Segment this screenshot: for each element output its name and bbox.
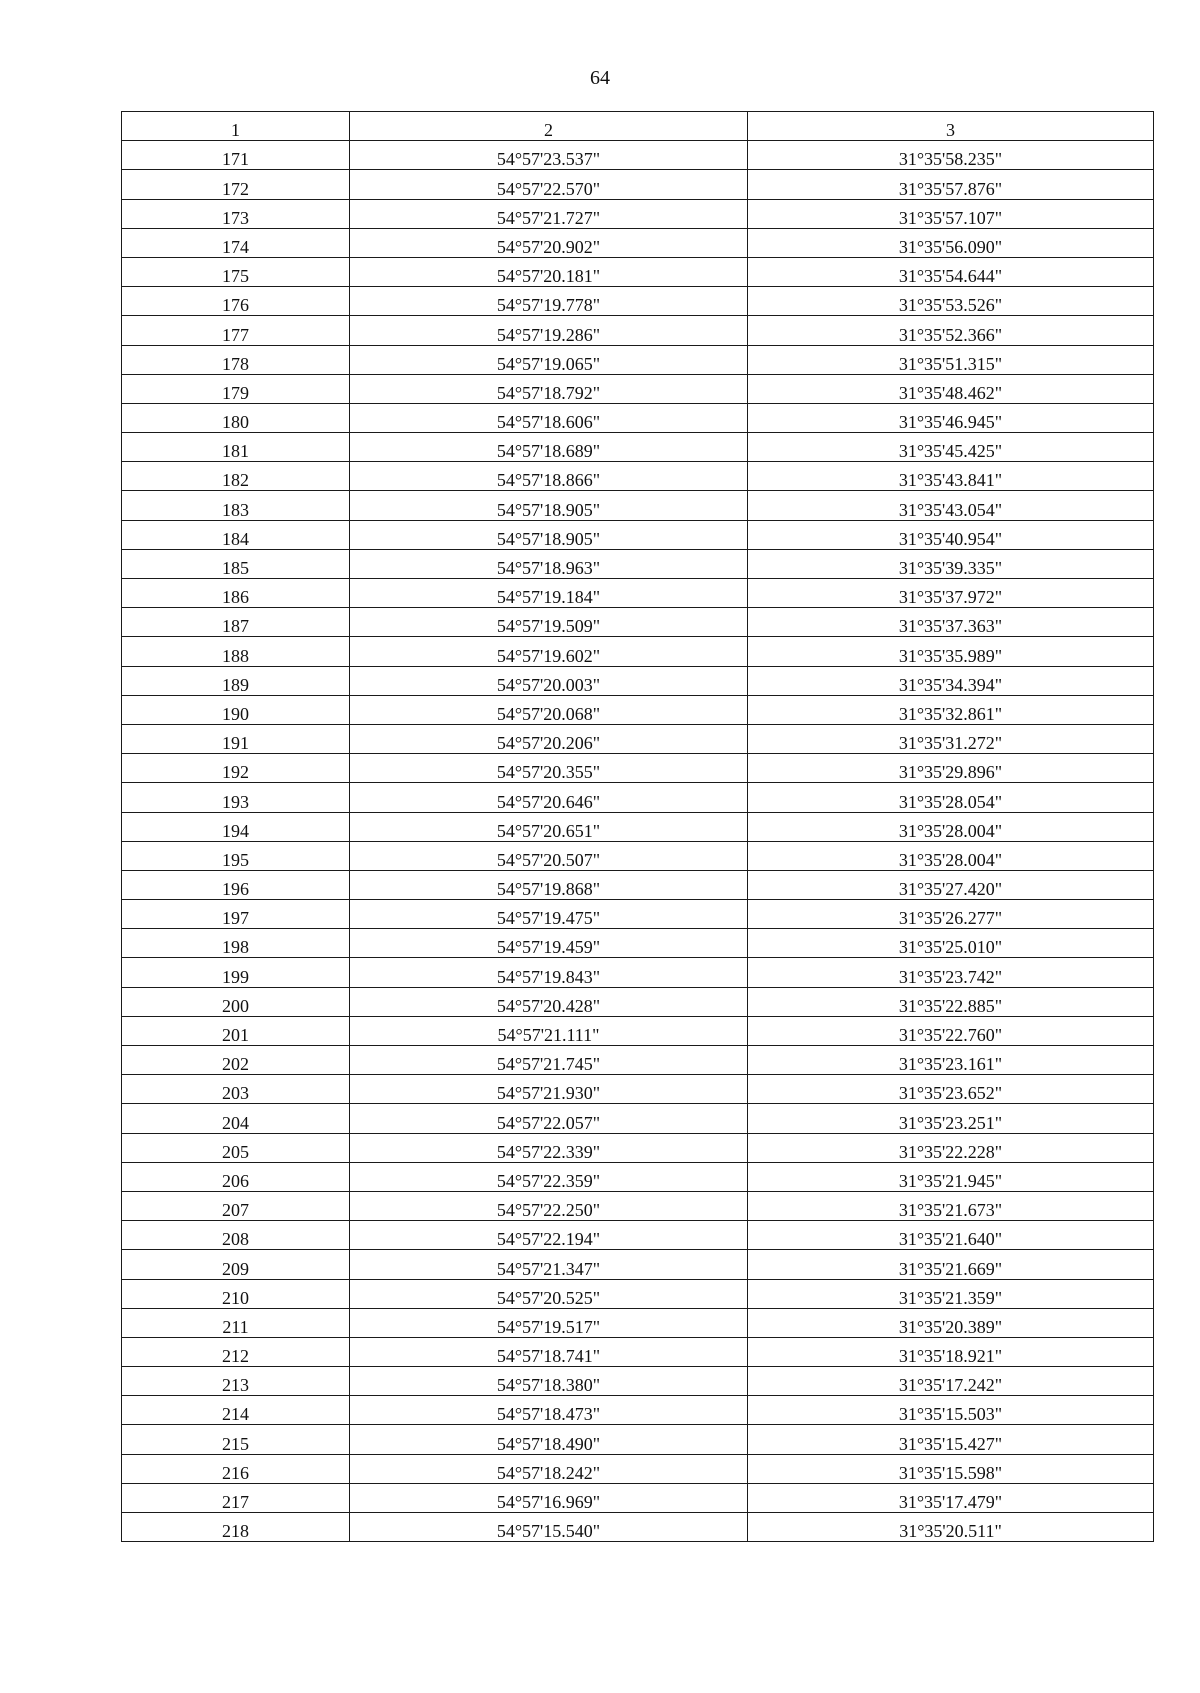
table-row: [122, 1337, 1154, 1366]
page-number: 64: [590, 67, 610, 89]
point-number-cell: 187: [122, 608, 350, 637]
point-number-cell: 202: [122, 1046, 350, 1075]
latitude-cell: 54°57'19.065": [350, 345, 748, 374]
point-number-cell: 204: [122, 1104, 350, 1133]
table-row: [122, 1483, 1154, 1512]
longitude-cell: 31°35'53.526": [748, 287, 1154, 316]
table-row: [122, 1191, 1154, 1220]
table-row: [122, 783, 1154, 812]
table-header-row: [122, 112, 1154, 141]
table-row: [122, 520, 1154, 549]
longitude-cell: 31°35'21.673": [748, 1191, 1154, 1220]
point-number-cell: 173: [122, 199, 350, 228]
point-number-cell: 200: [122, 987, 350, 1016]
table-row: [122, 579, 1154, 608]
latitude-cell: 54°57'18.741": [350, 1337, 748, 1366]
table-row: [122, 1250, 1154, 1279]
table-row: [122, 345, 1154, 374]
table-row: [122, 1513, 1154, 1542]
coordinates-table: [121, 111, 1154, 1542]
table-row: [122, 257, 1154, 286]
longitude-cell: 31°35'20.389": [748, 1308, 1154, 1337]
table-row: [122, 1046, 1154, 1075]
point-number-cell: 195: [122, 841, 350, 870]
point-number-cell: 199: [122, 958, 350, 987]
latitude-cell: 54°57'19.459": [350, 929, 748, 958]
point-number-cell: 212: [122, 1337, 350, 1366]
point-number-cell: 172: [122, 170, 350, 199]
latitude-cell: 54°57'15.540": [350, 1513, 748, 1542]
latitude-cell: 54°57'19.509": [350, 608, 748, 637]
table-row: [122, 987, 1154, 1016]
table-row: [122, 199, 1154, 228]
longitude-cell: 31°35'43.841": [748, 462, 1154, 491]
point-number-cell: 180: [122, 403, 350, 432]
latitude-cell: 54°57'22.359": [350, 1162, 748, 1191]
latitude-cell: 54°57'22.339": [350, 1133, 748, 1162]
point-number-cell: 201: [122, 1016, 350, 1045]
latitude-cell: 54°57'16.969": [350, 1483, 748, 1512]
latitude-cell: 54°57'19.286": [350, 316, 748, 345]
longitude-cell: 31°35'22.885": [748, 987, 1154, 1016]
table-row: [122, 287, 1154, 316]
point-number-cell: 188: [122, 637, 350, 666]
latitude-cell: 54°57'20.902": [350, 228, 748, 257]
table-body: [122, 141, 1154, 1542]
point-number-cell: 176: [122, 287, 350, 316]
latitude-cell: 54°57'19.184": [350, 579, 748, 608]
table-row: [122, 608, 1154, 637]
point-number-cell: 207: [122, 1191, 350, 1220]
longitude-cell: 31°35'15.427": [748, 1425, 1154, 1454]
latitude-cell: 54°57'18.905": [350, 520, 748, 549]
point-number-cell: 215: [122, 1425, 350, 1454]
latitude-cell: 54°57'19.475": [350, 900, 748, 929]
longitude-cell: 31°35'52.366": [748, 316, 1154, 345]
latitude-cell: 54°57'20.525": [350, 1279, 748, 1308]
longitude-cell: 31°35'28.004": [748, 841, 1154, 870]
point-number-cell: 190: [122, 695, 350, 724]
table-row: [122, 1162, 1154, 1191]
table-row: [122, 1016, 1154, 1045]
point-number-cell: 177: [122, 316, 350, 345]
latitude-cell: 54°57'21.727": [350, 199, 748, 228]
table-row: [122, 754, 1154, 783]
latitude-cell: 54°57'20.507": [350, 841, 748, 870]
point-number-cell: 183: [122, 491, 350, 520]
point-number-cell: 217: [122, 1483, 350, 1512]
point-number-cell: 171: [122, 141, 350, 170]
longitude-cell: 31°35'31.272": [748, 724, 1154, 753]
table-row: [122, 1133, 1154, 1162]
latitude-cell: 54°57'18.242": [350, 1454, 748, 1483]
longitude-cell: 31°35'57.876": [748, 170, 1154, 199]
longitude-cell: 31°35'21.945": [748, 1162, 1154, 1191]
table-row: [122, 958, 1154, 987]
longitude-cell: 31°35'20.511": [748, 1513, 1154, 1542]
longitude-cell: 31°35'45.425": [748, 433, 1154, 462]
table-row: [122, 1454, 1154, 1483]
latitude-cell: 54°57'18.905": [350, 491, 748, 520]
latitude-cell: 54°57'19.517": [350, 1308, 748, 1337]
table-row: [122, 316, 1154, 345]
latitude-cell: 54°57'19.868": [350, 870, 748, 899]
table-row: [122, 637, 1154, 666]
point-number-cell: 197: [122, 900, 350, 929]
longitude-cell: 31°35'29.896": [748, 754, 1154, 783]
point-number-cell: 209: [122, 1250, 350, 1279]
latitude-cell: 54°57'18.490": [350, 1425, 748, 1454]
point-number-cell: 191: [122, 724, 350, 753]
longitude-cell: 31°35'21.669": [748, 1250, 1154, 1279]
longitude-cell: 31°35'17.479": [748, 1483, 1154, 1512]
latitude-cell: 54°57'21.745": [350, 1046, 748, 1075]
point-number-cell: 214: [122, 1396, 350, 1425]
latitude-cell: 54°57'19.778": [350, 287, 748, 316]
latitude-cell: 54°57'18.689": [350, 433, 748, 462]
latitude-cell: 54°57'20.003": [350, 666, 748, 695]
point-number-cell: 185: [122, 549, 350, 578]
longitude-cell: 31°35'40.954": [748, 520, 1154, 549]
longitude-cell: 31°35'34.394": [748, 666, 1154, 695]
table-row: [122, 433, 1154, 462]
table-row: [122, 1104, 1154, 1133]
longitude-cell: 31°35'32.861": [748, 695, 1154, 724]
longitude-cell: 31°35'17.242": [748, 1367, 1154, 1396]
latitude-cell: 54°57'21.930": [350, 1075, 748, 1104]
point-number-cell: 208: [122, 1221, 350, 1250]
latitude-cell: 54°57'18.606": [350, 403, 748, 432]
column-header-1: 1: [122, 112, 350, 141]
latitude-cell: 54°57'21.347": [350, 1250, 748, 1279]
point-number-cell: 210: [122, 1279, 350, 1308]
table-row: [122, 1308, 1154, 1337]
latitude-cell: 54°57'18.963": [350, 549, 748, 578]
table-row: [122, 491, 1154, 520]
point-number-cell: 184: [122, 520, 350, 549]
latitude-cell: 54°57'18.473": [350, 1396, 748, 1425]
point-number-cell: 182: [122, 462, 350, 491]
table-row: [122, 170, 1154, 199]
table-row: [122, 900, 1154, 929]
point-number-cell: 196: [122, 870, 350, 899]
table-row: [122, 724, 1154, 753]
latitude-cell: 54°57'21.111": [350, 1016, 748, 1045]
point-number-cell: 186: [122, 579, 350, 608]
table-row: [122, 1221, 1154, 1250]
longitude-cell: 31°35'39.335": [748, 549, 1154, 578]
column-header-2: 2: [350, 112, 748, 141]
table-row: [122, 228, 1154, 257]
latitude-cell: 54°57'22.194": [350, 1221, 748, 1250]
table-row: [122, 1279, 1154, 1308]
latitude-cell: 54°57'19.843": [350, 958, 748, 987]
longitude-cell: 31°35'57.107": [748, 199, 1154, 228]
latitude-cell: 54°57'20.068": [350, 695, 748, 724]
table-row: [122, 841, 1154, 870]
latitude-cell: 54°57'18.380": [350, 1367, 748, 1396]
table-row: [122, 1396, 1154, 1425]
latitude-cell: 54°57'22.057": [350, 1104, 748, 1133]
longitude-cell: 31°35'56.090": [748, 228, 1154, 257]
longitude-cell: 31°35'58.235": [748, 141, 1154, 170]
latitude-cell: 54°57'20.181": [350, 257, 748, 286]
table-row: [122, 403, 1154, 432]
column-header-3: 3: [748, 112, 1154, 141]
longitude-cell: 31°35'27.420": [748, 870, 1154, 899]
longitude-cell: 31°35'28.004": [748, 812, 1154, 841]
longitude-cell: 31°35'46.945": [748, 403, 1154, 432]
point-number-cell: 193: [122, 783, 350, 812]
longitude-cell: 31°35'51.315": [748, 345, 1154, 374]
point-number-cell: 216: [122, 1454, 350, 1483]
longitude-cell: 31°35'22.228": [748, 1133, 1154, 1162]
longitude-cell: 31°35'37.972": [748, 579, 1154, 608]
longitude-cell: 31°35'15.598": [748, 1454, 1154, 1483]
table-row: [122, 462, 1154, 491]
point-number-cell: 213: [122, 1367, 350, 1396]
point-number-cell: 192: [122, 754, 350, 783]
latitude-cell: 54°57'19.602": [350, 637, 748, 666]
point-number-cell: 206: [122, 1162, 350, 1191]
table-row: [122, 870, 1154, 899]
point-number-cell: 203: [122, 1075, 350, 1104]
longitude-cell: 31°35'37.363": [748, 608, 1154, 637]
table-row: [122, 141, 1154, 170]
longitude-cell: 31°35'23.161": [748, 1046, 1154, 1075]
latitude-cell: 54°57'20.646": [350, 783, 748, 812]
longitude-cell: 31°35'48.462": [748, 374, 1154, 403]
latitude-cell: 54°57'20.355": [350, 754, 748, 783]
table-row: [122, 929, 1154, 958]
longitude-cell: 31°35'54.644": [748, 257, 1154, 286]
longitude-cell: 31°35'21.359": [748, 1279, 1154, 1308]
point-number-cell: 189: [122, 666, 350, 695]
table-row: [122, 1367, 1154, 1396]
longitude-cell: 31°35'22.760": [748, 1016, 1154, 1045]
longitude-cell: 31°35'23.742": [748, 958, 1154, 987]
longitude-cell: 31°35'43.054": [748, 491, 1154, 520]
longitude-cell: 31°35'18.921": [748, 1337, 1154, 1366]
point-number-cell: 174: [122, 228, 350, 257]
point-number-cell: 198: [122, 929, 350, 958]
table-row: [122, 1425, 1154, 1454]
point-number-cell: 205: [122, 1133, 350, 1162]
longitude-cell: 31°35'28.054": [748, 783, 1154, 812]
table-row: [122, 695, 1154, 724]
point-number-cell: 179: [122, 374, 350, 403]
latitude-cell: 54°57'22.250": [350, 1191, 748, 1220]
longitude-cell: 31°35'35.989": [748, 637, 1154, 666]
latitude-cell: 54°57'20.428": [350, 987, 748, 1016]
longitude-cell: 31°35'15.503": [748, 1396, 1154, 1425]
latitude-cell: 54°57'20.206": [350, 724, 748, 753]
latitude-cell: 54°57'23.537": [350, 141, 748, 170]
point-number-cell: 178: [122, 345, 350, 374]
latitude-cell: 54°57'18.866": [350, 462, 748, 491]
table-row: [122, 666, 1154, 695]
point-number-cell: 175: [122, 257, 350, 286]
latitude-cell: 54°57'18.792": [350, 374, 748, 403]
table-row: [122, 374, 1154, 403]
point-number-cell: 218: [122, 1513, 350, 1542]
longitude-cell: 31°35'23.652": [748, 1075, 1154, 1104]
table-row: [122, 812, 1154, 841]
latitude-cell: 54°57'20.651": [350, 812, 748, 841]
longitude-cell: 31°35'26.277": [748, 900, 1154, 929]
longitude-cell: 31°35'23.251": [748, 1104, 1154, 1133]
latitude-cell: 54°57'22.570": [350, 170, 748, 199]
longitude-cell: 31°35'25.010": [748, 929, 1154, 958]
table-row: [122, 549, 1154, 578]
longitude-cell: 31°35'21.640": [748, 1221, 1154, 1250]
point-number-cell: 194: [122, 812, 350, 841]
point-number-cell: 211: [122, 1308, 350, 1337]
point-number-cell: 181: [122, 433, 350, 462]
table-row: [122, 1075, 1154, 1104]
